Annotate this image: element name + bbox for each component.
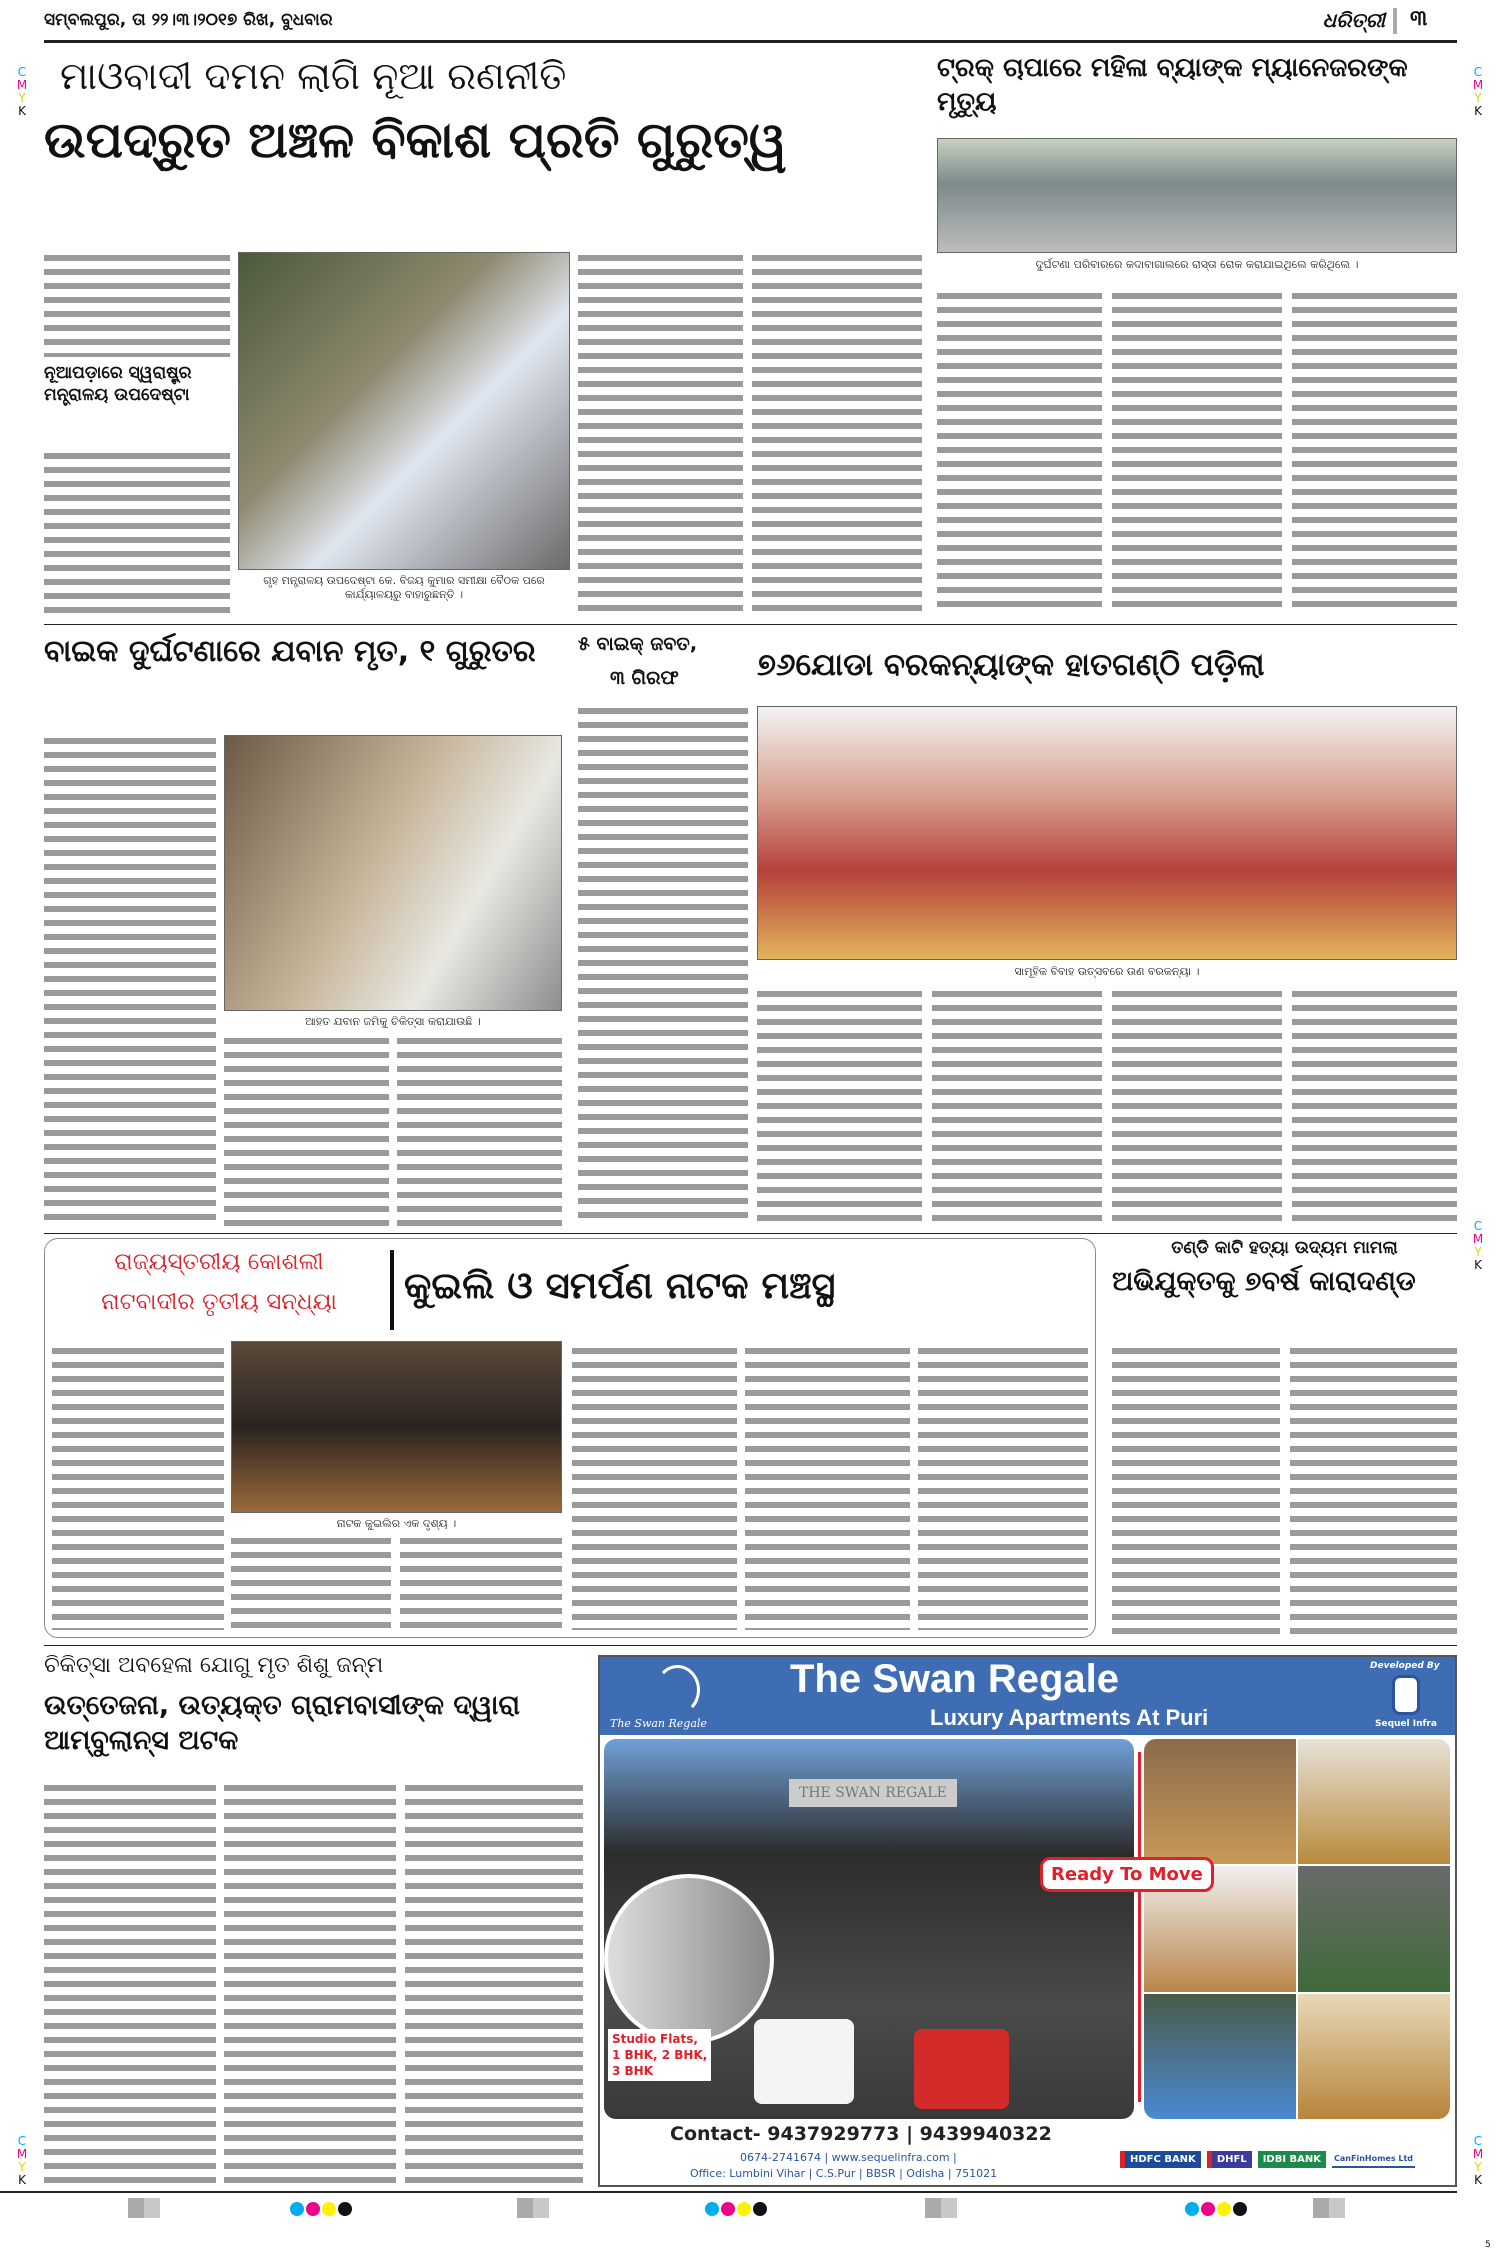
red-divider: [1138, 1752, 1141, 2102]
lounge-photo: [1298, 1739, 1450, 1864]
divider: [44, 1645, 1457, 1646]
ad-banner: [600, 1657, 1455, 1735]
cmyk-mark-right-mid: C M Y K: [1472, 1219, 1484, 1272]
story5-photo: [757, 706, 1457, 960]
ready-to-move-badge: Ready To Move: [1040, 1857, 1214, 1892]
story8-kicker: ଚିକିତ୍ସା ଅବହେଳା ଯୋଗୁ ମୃତ ଶିଶୁ ଜନ୍ମ: [44, 1653, 384, 1678]
story4-headline-line1: ୫ ବାଇକ୍ ଜବତ,: [578, 633, 698, 655]
dateline: ସମ୍ବଲପୁର, ତା ୨୨।୩।୨୦୧୭ ରିଖ, ବୁଧବାର: [44, 10, 333, 30]
ad-phone-web: 0674-2741674 | www.sequelinfra.com |: [740, 2151, 957, 2164]
story6-body-col6: [918, 1345, 1088, 1630]
header-rule: [44, 40, 1457, 43]
story6-body-col5: [745, 1345, 910, 1630]
story7-kicker: ତଣ୍ଡି କାଟି ହତ୍ୟା ଉଦ୍ୟମ ମାମଲା: [1171, 1238, 1398, 1258]
ad-contact: Contact- 9437929773 | 9439940322: [670, 2123, 1052, 2145]
gray-patch: [128, 2198, 160, 2218]
story5-body-col1: [757, 988, 922, 1226]
story3-body-col1: [44, 735, 216, 1226]
story6-kicker-divider: [390, 1250, 394, 1330]
story3-caption: ଆହତ ଯବାନ ଜମିକୁ ଚିକିତ୍ସା କରାଯାଉଛି ।: [305, 1015, 481, 1028]
car-white: [754, 2019, 854, 2104]
masthead-divider: [1393, 8, 1397, 34]
story2-caption: ଦୁର୍ଘଟଣା ପରିବାରରେ କଦାବାଗାଲରେ ରାସ୍ତା ରୋକ କରାଯାଇଥିଲେ କରିଥିଲେ ।: [1035, 258, 1359, 271]
story6-body-col2: [231, 1535, 391, 1630]
hdfc-bank-logo: HDFC BANK: [1120, 2151, 1201, 2168]
cmyk-mark-left-bottom: C M Y K: [16, 2134, 28, 2187]
dhfl-logo: DHFL: [1207, 2151, 1252, 2168]
story5-caption: ସାମୂହିକ ବିବାହ ଉତ୍ସବରେ ଉଣ ବରକନ୍ୟା ।: [1014, 965, 1200, 978]
ad-office: Office: Lumbini Vihar | C.S.Pur | BBSR | Odisha | 751021: [690, 2167, 998, 2180]
story6-body-col1: [52, 1345, 224, 1630]
building-inset: [604, 1874, 774, 2044]
story5-body-col3: [1112, 988, 1282, 1226]
footer-rule: [0, 2191, 1457, 2193]
story8-body-col3: [405, 1782, 583, 2185]
story7-headline: ଅଭିଯୁକ୍ତକୁ ୭ବର୍ଷ କାରାଦଣ୍ଡ: [1112, 1266, 1416, 1297]
banquet-photo: [1144, 1739, 1296, 1864]
story3-body-col2: [224, 1035, 389, 1226]
cmyk-mark-right-bottom: C M Y K: [1472, 2134, 1484, 2187]
story1-subhead: ନୂଆପଡ଼ାରେ ସ୍ୱରାଷ୍ଟ୍ର ମନ୍ତ୍ରାଳୟ ଉପଦେଷ୍ଟା: [44, 363, 192, 406]
cmyk-mark-left: C M Y K: [16, 65, 28, 118]
story1-headline: ଉପଦ୍ରୁତ ଅଞ୍ଚଳ ବିକାଶ ପ୍ରତି ଗୁରୁତ୍ୱ: [44, 111, 787, 169]
story2-body-col1: [937, 290, 1102, 613]
story1-kicker: ମାଓବାଦୀ ଦମନ ଲାଗି ନୂଆ ରଣନୀତି: [60, 54, 567, 98]
story8-body-col2: [224, 1782, 396, 2185]
story1-caption: ଗୃହ ମନ୍ତ୍ରାଳୟ ଉପଦେଷ୍ଟା କେ. ବିଜୟ କୁମାର ସମୀକ୍ଷା ବୈଠକ ପରେ କାର୍ଯ୍ୟାଳୟରୁ ବାହାରୁଛନ୍ତି ।: [263, 574, 545, 601]
story6-kicker-line2: ନାଟବାଦୀର ତୃତୀୟ ସନ୍ଧ୍ୟା: [101, 1289, 337, 1315]
story7-body-col2: [1290, 1345, 1457, 1638]
story8-body-col1: [44, 1782, 216, 2185]
gray-patch: [925, 2198, 957, 2218]
page-number: ୩: [1410, 6, 1428, 31]
masthead: ଧରିତ୍ରୀ: [1322, 8, 1385, 32]
story6-body-col4: [572, 1345, 737, 1630]
pool-photo: [1144, 1994, 1296, 2119]
story1-photo: [238, 252, 570, 570]
gray-patch: [1313, 2198, 1345, 2218]
story1-body-col3: [752, 252, 922, 613]
story3-headline: ବାଇକ ଦୁର୍ଘଟଣାରେ ଯବାନ ମୃତ, ୧ ଗୁରୁତର: [44, 634, 536, 669]
gray-patch: [517, 2198, 549, 2218]
story4-headline-line2: ୩ ଗିରଫ: [610, 667, 679, 689]
living-room-photo: [1298, 1994, 1450, 2119]
color-bar-mid: [705, 2201, 769, 2220]
story6-caption: ନାଟକ କୁଇଲିର ଏକ ଦୃଶ୍ୟ ।: [336, 1517, 457, 1530]
canfin-homes-logo: CanFinHomes Ltd: [1332, 2151, 1415, 2168]
story8-headline: ଉତ୍ତେଜନା, ଉତ୍ୟକ୍ତ ଗ୍ରାମବାସୀଙ୍କ ଦ୍ୱାରା ଆମ୍ବୁଲାନ୍ସ ଅଟକ: [44, 1690, 520, 1757]
story3-photo: [224, 735, 562, 1011]
billiards-photo: [1298, 1866, 1450, 1991]
story5-headline: ୭୬ଯୋଡା ବରକନ୍ୟାଙ୍କ ହାତଗଣ୍ଠି ପଡ଼ିଲା: [757, 647, 1265, 683]
story6-body-col3: [400, 1535, 562, 1630]
color-bar-right: [1185, 2201, 1249, 2220]
swan-regale-ad[interactable]: [598, 1655, 1457, 2187]
story6-headline: କୁଇଲି ଓ ସମର୍ପଣ ନାଟକ ମଞ୍ଚସ୍ଥ: [404, 1264, 836, 1307]
story1-body-col1b: [44, 450, 230, 613]
story5-body-col2: [932, 988, 1102, 1226]
sequel-infra-logo-icon: [1392, 1675, 1420, 1715]
ad-title: The Swan Regale: [790, 1657, 1119, 1701]
ad-subtitle: Luxury Apartments At Puri: [930, 1705, 1209, 1730]
story2-photo: [937, 138, 1457, 253]
divider: [44, 1233, 1457, 1234]
story1-body-col2: [578, 252, 743, 613]
divider: [44, 624, 1457, 625]
story7-body-col1: [1112, 1345, 1280, 1638]
flat-types: Studio Flats, 1 BHK, 2 BHK, 3 BHK: [608, 2029, 711, 2081]
story1-body-col1: [44, 252, 230, 357]
story2-headline: ଟ୍ରକ୍ ଚାପାରେ ମହିଳା ବ୍ୟାଙ୍କ ମ୍ୟାନେଜରଙ୍କ ମୃତ୍ୟୁ: [937, 53, 1408, 117]
story2-body-col2: [1112, 290, 1282, 613]
corner-number: 5: [1485, 2240, 1491, 2250]
cmyk-mark-right: C M Y K: [1472, 65, 1484, 118]
story5-body-col4: [1292, 988, 1457, 1226]
developer-name: Sequel Infra: [1375, 1719, 1437, 1729]
interior-photos: [1144, 1739, 1450, 2119]
swan-logo-text: The Swan Regale: [610, 1717, 707, 1730]
story6-kicker-line1: ରାଜ୍ୟସ୍ତରୀୟ କୋଶଲୀ: [114, 1249, 324, 1275]
color-bar-left: [290, 2201, 354, 2220]
swan-logo-icon: [655, 1665, 700, 1715]
story2-body-col3: [1292, 290, 1457, 613]
bank-logos: [1120, 2151, 1415, 2168]
developed-by: Developed By: [1370, 1661, 1440, 1671]
idbi-bank-logo: IDBI BANK: [1258, 2151, 1326, 2168]
car-red: [914, 2029, 1009, 2109]
story4-body: [578, 705, 748, 1226]
building-sign: THE SWAN REGALE: [789, 1779, 957, 1807]
story3-body-col3: [397, 1035, 562, 1226]
story6-photo: [231, 1341, 562, 1513]
